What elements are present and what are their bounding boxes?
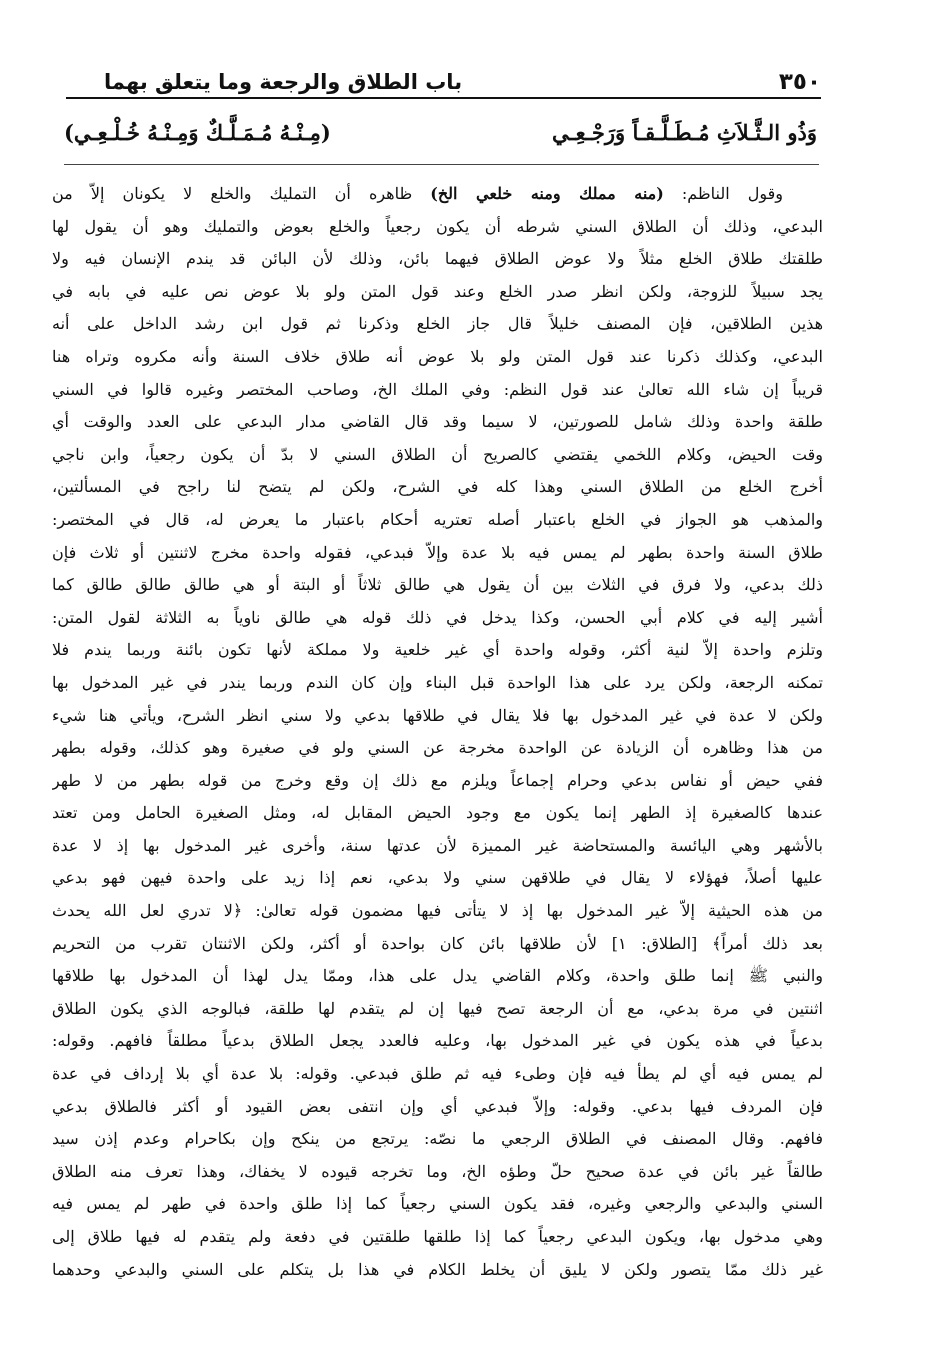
commentary-line: بدعياً في هذه يكون في غير المدخول بها، وعليه فالعدد يجعل الطلاق بدعياً مطلقاً فافهم. وقوله: [52,1031,823,1051]
commentary-line: ففي حيض أو نفاس بدعي وحرام إجماعاً ويلزم مع ذلك إن وقع وخرج من قوله بطهر من لا طهر [52,770,823,790]
commentary-line: عليها أصلاً، فهؤلاء لا يقال في طلاقهن سني ولا بدعي، نعم إذا زيد على واحدة فيهن فهو بدعي [52,868,823,888]
commentary-line: غير ذلك ممّا يتصور ولكن لا يليق أن يخلط الكلام في هذا بل يتكلم على السني والبدعي وحدهما [52,1259,823,1279]
verse-divider [64,164,819,165]
commentary-line: اثنتين في مرة بدعي، مع أن الرجعة تصح فيها إن لم يتقدم لها طلقة، فبالوجه الذي يكون الطلاق [52,998,823,1018]
commentary-line: عندها كالصغيرة إذ الطهر إنما يكون مع وجود الحيض المقابل له، ومثل الصغيرة الحامل ومن تعتد [52,803,823,823]
commentary-line: فإن المردف فيها بدعي. وقوله: وإلاّ فبدعي أي وإن انتفى بعض القيود أو أكثر فالطلاق بدعي [52,1096,823,1116]
poem-verse [64,110,817,156]
commentary-line: طلقة واحدة وذلك شامل للصورتين، لا سيما وقد قال القاضي مدار البدعي على العدد والوقت أي [52,412,823,432]
page-number: ٣٥٠ [778,69,821,95]
commentary-line: والمذهب هو الجواز في الخلع باعتبار أصله تعتريه أحكام باعتبار ما يعرض له، قال في المختصر: [52,509,823,529]
commentary-line: أخرج الخلع من الطلاق السني وهذا كله في الشرح، ولكن لم يتضح لنا راجح في المسألتين، [52,477,823,497]
commentary-line: وقت الحيض، وكلام اللخمي يقتضي كالصريح أن الطلاق السني لا بدّ أن يكون رجعياً، وابن ناجي [52,444,823,464]
commentary-line: من هذا وظاهره أن الزيادة عن الواحدة مخرجة عن السني ولو في صغيرة وهو كذلك، وقوله بطهر [52,738,823,758]
commentary-line: طلقتك طلاق الخلع مثلاً ولا عوض الطلاق فيهما بائن، وذلك لأن البائن قد يندم الإنسان فيه ولا [52,249,823,269]
header-divider [66,97,821,99]
commentary-line: قريباً إن شاء الله تعالىٰ عند قول النظم: وفي الملك الخ، وصاحب المختصر وغيره قالوا في السني [52,379,823,399]
commentary-line: وهي مدخول بها، ويكون البدعي رجعياً كما إذا طلقها طلقتين في دفعة ولم يتقدم له فيها طلاق إلى [52,1227,823,1246]
commentary-opening-prefix: وقول الناظم: [663,184,784,203]
commentary-line: ولكن لا عدة في غير المدخول بها فلا يقال في طلاقها بدعي ولا سني انظر الشرح، ويأتي هنا شيء [52,705,823,725]
commentary-line: فافهم. وقال المصنف في الطلاق الرجعي ما نصّه: يرتجع من ينكح وإن بكاحرام وعدم إذن سيد [52,1129,823,1149]
commentary-line: بعد ذلك أمراً﴾ [الطلاق: ١] لأن طلاقها بائن كان بواحدة أو أكثر، ولكن الاثنتان تقرب من التحريم [52,933,823,953]
commentary-body [52,178,823,1318]
commentary-line: أشير إليه في كلام أبي الحسن، وكذا يدخل في ذلك قوله هي طالق ناوياً به الثلاثة لقول المتن: [52,607,823,627]
commentary-opening-rest: ظاهره أن التمليك والخلع لا يكونان إلاّ من [52,184,431,203]
commentary-line: طلاق السنة واحدة بطهر لم يمس فيه بلا عدة وإلاّ فبدعي، فقوله واحدة مخرج لاثنتين أو ثلاث فإن [52,542,823,562]
commentary-line: ذلك بدعي، ولا فرق في الثلاث بين أن يقول هي طالق ثلاثاً أو البتة أو هي طالق طالق طالق كما [52,575,823,595]
commentary-line: لم يمس فيه أي لم يطأ فيه فإن وطىء فيه ثم طلق فبدعي. وقوله: بلا عدة أي بلا إرداف في عدة [52,1064,823,1084]
commentary-line: يجد سبيلاً للزوجة، ولكن انظر صدر الخلع وعند قول المتن ولو بلا عوض نص عليه في بابه في [52,281,823,301]
commentary-line: وتلزم واحدة إلاّ لنية أكثر، وقوله واحدة أي غير خلعية ولا مملكة لأنها تكون بائنة وربما يندم فلا [52,640,823,660]
commentary-line: والنبي ﷺ إنما طلق واحدة، وكلام القاضي يدل على هذا، وممّا يدل لهذا أن المدخول بها طلاقها [52,966,823,986]
commentary-line: البدعي، وكذلك ذكرنا عند قول المتن ولو بلا عوض أنه طلاق خلاف السنة وأنه مكروه وتراه هنا [52,346,823,366]
verse-left-hemistich: (مِـنْـهُ مُـمَـلَّـكٌ وَمِـنْـهُ خُـلْـعِـي) [64,120,331,145]
commentary-line: تمكنه الرجعة، ولكن يرد على هذا الواحدة قبل البناء وإن كان الندم وربما يندر في غير المدخول بها [52,672,823,692]
running-header [104,56,821,96]
commentary-line: السني والبدعي والرجعي وغيره، فقد يكون السني رجعياً كما إذا طلق واحدة في طهر لم يمس فيه [52,1194,823,1214]
chapter-title: باب الطلاق والرجعة وما يتعلق بهما [104,70,463,94]
commentary-line [52,178,823,211]
commentary-line: من هذه الحيثية إلاّ غير المدخول بها إذ لا يتأتى فيها مضمون قوله تعالىٰ: ﴿لا تدري لعل الله يحدث [52,901,823,921]
commentary-line: بالأشهر وهي اليائسة والمستحاضة غير المميزة لأن عدتها سنة، وأخرى غير المدخول بها إذ لا عدة [52,835,823,855]
verse-right-hemistich: وَذُو الـثَّـلاَثِ مُـطَـلَّـقـاً وَرَجْـعِـي [551,120,817,145]
commentary-line: البدعي، وذلك أن الطلاق السني شرطه أن يكون رجعياً والخلع بعوض والتمليك وهو أن يقول لها [52,216,823,236]
quoted-verse-fragment: (منه مملك ومنه خلعي الخ) [430,184,664,203]
commentary-line: هذين الطلاقين، فإن المصنف خليلاً قال جاز الخلع وذكرنا ثم قول ابن رشد الداخل على أنه [52,314,823,334]
commentary-line: طالقاً غير بائن في عدة صحيح حلّ وطؤه الخ، وما تخرجه قيوده لا يخفاك، وهذا تعرف منه الطلاق [52,1161,823,1181]
